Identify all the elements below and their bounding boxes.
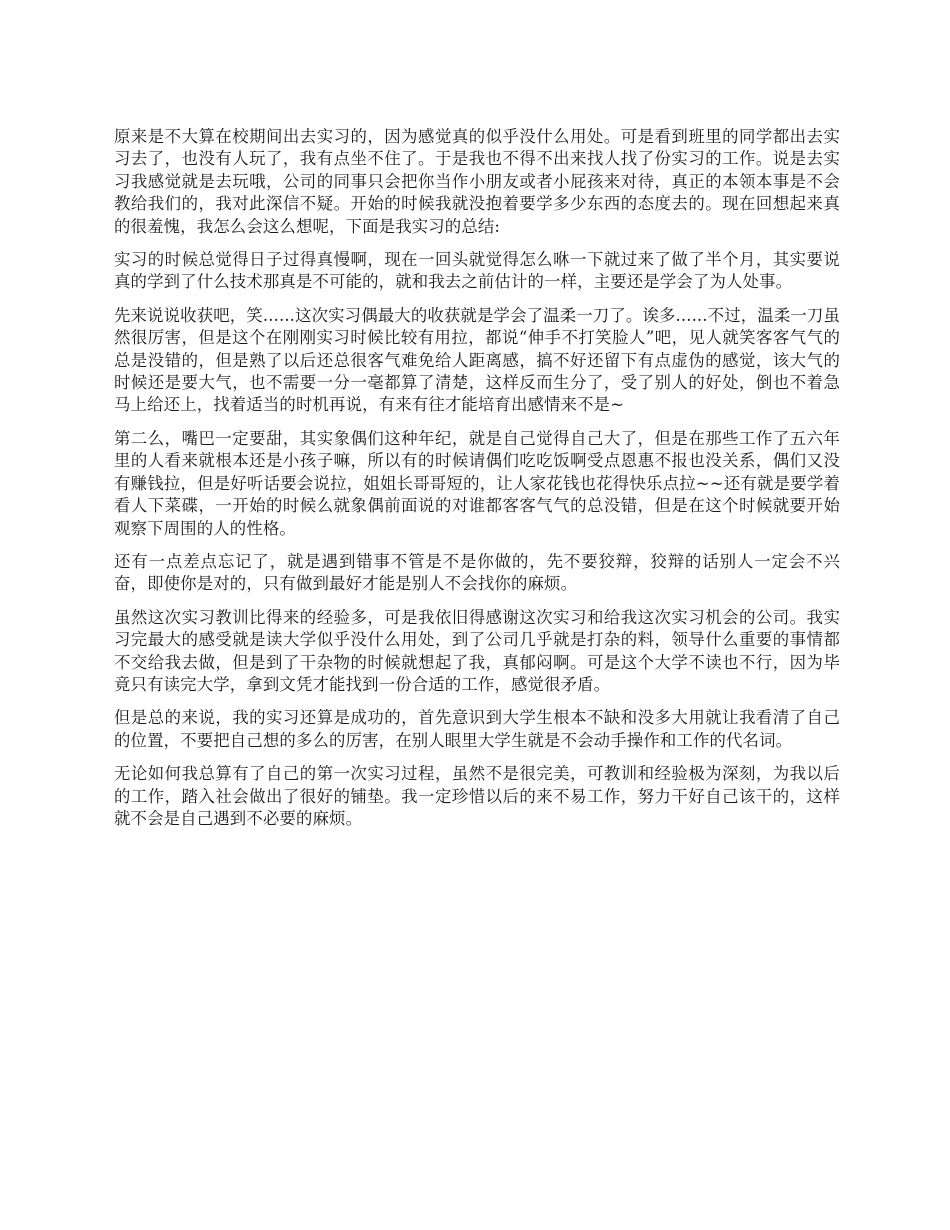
paragraph-conclusion: 无论如何我总算有了自己的第一次实习过程，虽然不是很完美，可教训和经验极为深刻，为我以后的工作，踏入社会做出了很好的铺垫。我一定珍惜以后的来不易工作，努力干好自己该干的，这样就不会是自己遇到不必要的麻烦。 <box>114 764 840 828</box>
paragraph-intro: 原来是不大算在校期间出去实习的，因为感觉真的似乎没什么用处。可是看到班里的同学都出去实习去了，也没有人玩了，我有点坐不住了。于是我也不得不出来找人找了份实习的工作。说是去实习我感觉就是去玩哦，公司的同事只会把你当作小朋友或者小屁孩来对待，真正的本领本事是不会教给我们的，我对此深信不疑。开始的时候我就没抱着要学多少东西的态度去的。现在回想起来真的很羞愧，我怎么会这么想呢，下面是我实习的总结: <box>114 127 840 236</box>
paragraph-forgot: 还有一点差点忘记了，就是遇到错事不管是不是你做的，先不要狡辩，狡辩的话别人一定会不兴奋，即使你是对的，只有做到最好才能是别人不会找你的麻烦。 <box>114 551 840 594</box>
paragraph-summary: 但是总的来说，我的实习还算是成功的，首先意识到大学生根本不缺和没多大用就让我看清了自己的位置，不要把自己想的多么的厉害，在别人眼里大学生就是不会动手操作和工作的代名词。 <box>114 708 840 750</box>
paragraph-thanks: 虽然这次实习教训比得来的经验多，可是我依旧得感谢这次实习和给我这次实习机会的公司。我实习完最大的感受就是读大学似乎没什么用处，到了公司几乎就是打杂的料，领导什么重要的事情都不交给我去做，但是到了干杂物的时候就想起了我，真郁闷啊。可是这个大学不读也不行，因为毕竟只有读完大学，拿到文凭才能找到一份合适的工作，感觉很矛盾。 <box>114 607 840 694</box>
document-body <box>114 126 840 841</box>
paragraph-second: 第二么，嘴巴一定要甜，其实象偶们这种年纪，就是自己觉得自己大了，但是在那些工作了五六年里的人看来就根本还是小孩子嘛，所以有的时候请偶们吃吃饭啊受点恩惠不报也没关系，偶们又没有赚钱拉，但是好听话要会说拉，姐姐长哥哥短的，让人家花钱也花得快乐点拉~~还有就是要学着看人下菜碟，一开始的时候么就象偶前面说的对谁都客客气气的总没错，但是在这个时候就要开始观察下周围的人的性格。 <box>114 428 840 538</box>
paragraph-time: 实习的时候总觉得日子过得真慢啊，现在一回头就觉得怎么咻一下就过来了做了半个月，其实要说真的学到了什么技术那真是不可能的，就和我去之前估计的一样，主要还是学会了为人处事。 <box>114 250 840 292</box>
paragraph-gains: 先来说说收获吧，笑......这次实习偶最大的收获就是学会了温柔一刀了。诶多......不过，温柔一刀虽然很厉害，但是这个在刚刚实习时候比较有用拉，都说“伸手不打笑脸人”吧，见人就笑客客气气的总是没错的，但是熟了以后还总很客气难免给人距离感，搞不好还留下有点虚伪的感觉，该大气的时候还是要大气，也不需要一分一毫都算了清楚，这样反而生分了，受了别人的好处，倒也不着急马上给还上，找着适当的时机再说，有来有往才能培育出感情来不是~ <box>114 305 840 415</box>
